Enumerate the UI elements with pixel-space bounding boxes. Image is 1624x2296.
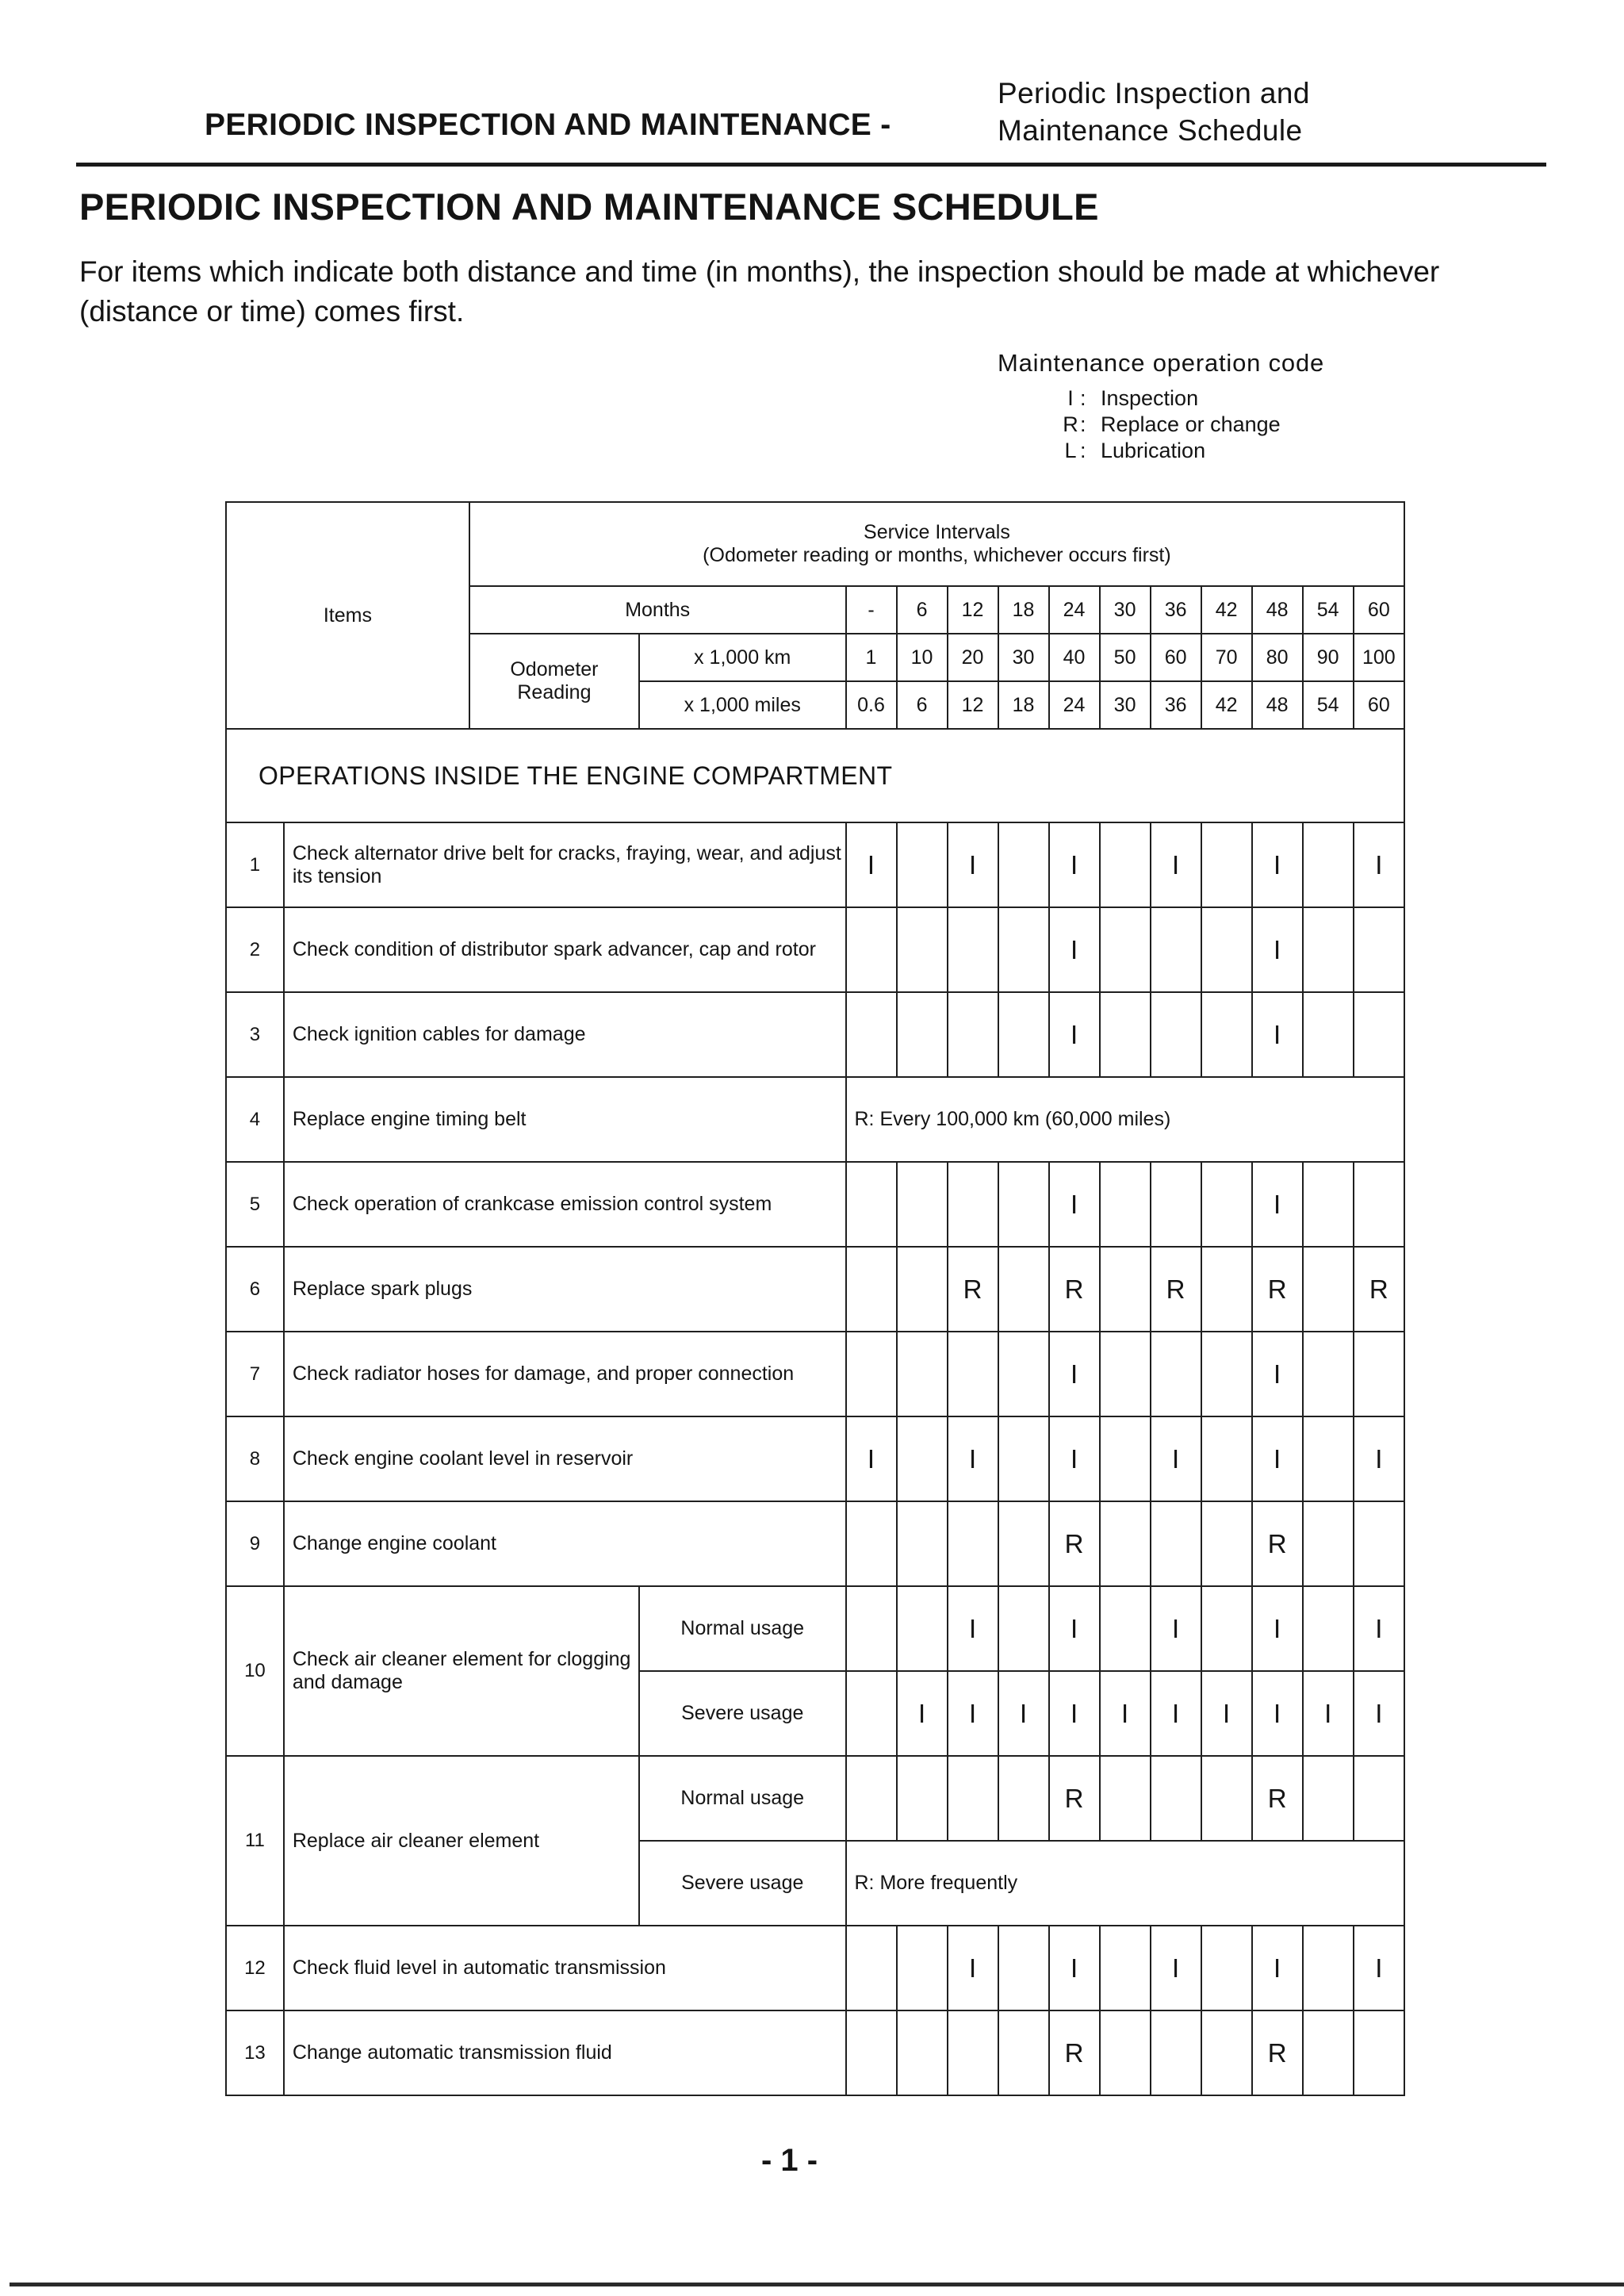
interval-mark: R: [1252, 1501, 1303, 1586]
interval-mark: I: [1049, 992, 1100, 1077]
interval-mark: [1354, 1162, 1404, 1247]
interval-mark: [1354, 1501, 1404, 1586]
interval-mark: [1151, 1332, 1201, 1416]
legend-title: Maintenance operation code: [998, 349, 1325, 377]
interval-month: 48: [1252, 586, 1303, 634]
interval-mark: [846, 1926, 897, 2010]
item-description: Check operation of crankcase emission control system: [284, 1162, 846, 1247]
interval-mark: R: [1049, 1756, 1100, 1841]
legend-row-lubrication: [998, 438, 1324, 464]
odometer-label-line-1: Odometer: [510, 658, 599, 680]
interval-mark: R: [1252, 2010, 1303, 2095]
interval-mark: [897, 2010, 948, 2095]
interval-mark: [1201, 1162, 1252, 1247]
interval-mark: [1303, 1332, 1354, 1416]
legend-meaning: Lubrication: [1101, 439, 1206, 462]
interval-km: 1: [846, 634, 897, 681]
legend-row-replace: [998, 412, 1324, 438]
interval-mark: [948, 2010, 998, 2095]
interval-mark: [897, 1586, 948, 1671]
interval-mark: [846, 2010, 897, 2095]
interval-month: 60: [1354, 586, 1404, 634]
interval-mark: I: [1049, 1162, 1100, 1247]
item-number: 1: [226, 822, 284, 907]
interval-mark: I: [846, 822, 897, 907]
interval-mark: [897, 822, 948, 907]
interval-km: 50: [1100, 634, 1151, 681]
interval-mark: [1100, 1926, 1151, 2010]
interval-mark: [1151, 1756, 1201, 1841]
interval-mark: R: [1151, 1247, 1201, 1332]
item-number: 13: [226, 2010, 284, 2095]
legend-row-inspection: [998, 385, 1324, 412]
operation-code-legend: [998, 349, 1324, 464]
interval-mark: [998, 822, 1049, 907]
interval-mark: I: [1049, 1416, 1100, 1501]
interval-km: 70: [1201, 634, 1252, 681]
interval-mark: I: [948, 1416, 998, 1501]
interval-mark: I: [1049, 1671, 1100, 1756]
interval-mark: I: [1303, 1671, 1354, 1756]
interval-mark: R: [1049, 1247, 1100, 1332]
interval-mark: [1201, 2010, 1252, 2095]
interval-mark: [1100, 1416, 1151, 1501]
interval-mark: I: [1252, 907, 1303, 992]
interval-mark: I: [1252, 1332, 1303, 1416]
interval-month: 6: [897, 586, 948, 634]
interval-mark: I: [1252, 1671, 1303, 1756]
interval-mark: [948, 1162, 998, 1247]
interval-km: 20: [948, 634, 998, 681]
interval-mark: [1151, 907, 1201, 992]
interval-mark: [1201, 992, 1252, 1077]
interval-mark: [897, 1756, 948, 1841]
interval-month: 12: [948, 586, 998, 634]
miles-label: x 1,000 miles: [639, 681, 846, 729]
interval-mark: [1303, 2010, 1354, 2095]
interval-mark: [1151, 1162, 1201, 1247]
interval-month: 18: [998, 586, 1049, 634]
item-description: Check engine coolant level in reservoir: [284, 1416, 846, 1501]
item-number: 9: [226, 1501, 284, 1586]
table-row: [226, 1416, 1404, 1501]
interval-mark: [948, 907, 998, 992]
interval-mark: [1303, 1926, 1354, 2010]
table-row: [226, 1756, 1404, 1841]
interval-mark: R: [948, 1247, 998, 1332]
interval-mark: [1354, 1332, 1404, 1416]
interval-km: 10: [897, 634, 948, 681]
table-row: [226, 1162, 1404, 1247]
interval-mark: [846, 1162, 897, 1247]
interval-mark: [846, 1586, 897, 1671]
interval-mark: I: [1151, 1416, 1201, 1501]
interval-mark: I: [1201, 1671, 1252, 1756]
item-description: Check condition of distributor spark advancer, cap and rotor: [284, 907, 846, 992]
interval-mark: R: [1252, 1247, 1303, 1332]
interval-mark: [846, 1247, 897, 1332]
interval-mark: [1303, 1247, 1354, 1332]
interval-mark: [998, 1247, 1049, 1332]
interval-mark: [846, 1501, 897, 1586]
item-number: 4: [226, 1077, 284, 1162]
interval-km: 60: [1151, 634, 1201, 681]
interval-mark: [897, 992, 948, 1077]
interval-mark: I: [1354, 1416, 1404, 1501]
interval-mark: [1100, 1332, 1151, 1416]
table-row: [226, 1247, 1404, 1332]
interval-mark: [998, 1756, 1049, 1841]
interval-mark: [998, 1501, 1049, 1586]
interval-mark: [998, 1586, 1049, 1671]
interval-mark: I: [1252, 1926, 1303, 2010]
item-number: 7: [226, 1332, 284, 1416]
interval-mark: I: [1049, 1586, 1100, 1671]
item-description: Check fluid level in automatic transmission: [284, 1926, 846, 2010]
interval-mark: I: [948, 1586, 998, 1671]
interval-mark: I: [1354, 1926, 1404, 2010]
interval-mark: [998, 907, 1049, 992]
item-number: 12: [226, 1926, 284, 2010]
interval-mark: [1100, 2010, 1151, 2095]
interval-month: 36: [1151, 586, 1201, 634]
interval-mark: [1100, 992, 1151, 1077]
interval-mark: [1201, 1756, 1252, 1841]
table-row: [226, 1926, 1404, 2010]
table-row: [226, 822, 1404, 907]
legend-code: R: [1063, 412, 1078, 436]
interval-km: 90: [1303, 634, 1354, 681]
item-description: Change automatic transmission fluid: [284, 2010, 846, 2095]
interval-month: 30: [1100, 586, 1151, 634]
interval-miles: 30: [1100, 681, 1151, 729]
interval-miles: 18: [998, 681, 1049, 729]
interval-month: 54: [1303, 586, 1354, 634]
interval-mark: [1100, 1501, 1151, 1586]
interval-miles: 42: [1201, 681, 1252, 729]
interval-miles: 60: [1354, 681, 1404, 729]
interval-mark: I: [1252, 1416, 1303, 1501]
interval-km: 80: [1252, 634, 1303, 681]
interval-mark: [1100, 907, 1151, 992]
interval-mark: I: [846, 1416, 897, 1501]
interval-km: 100: [1354, 634, 1404, 681]
interval-mark: R: [1049, 1501, 1100, 1586]
interval-mark: I: [948, 1671, 998, 1756]
legend-meaning: Inspection: [1101, 386, 1199, 410]
interval-mark: [897, 1416, 948, 1501]
table-row: [226, 907, 1404, 992]
item-number: 3: [226, 992, 284, 1077]
interval-mark: I: [998, 1671, 1049, 1756]
interval-mark: [1201, 1501, 1252, 1586]
interval-mark: I: [897, 1671, 948, 1756]
header-rule: [76, 163, 1546, 167]
interval-mark: [1201, 1247, 1252, 1332]
interval-mark: I: [1049, 1332, 1100, 1416]
interval-mark: I: [948, 1926, 998, 2010]
interval-mark: [1201, 1332, 1252, 1416]
legend-separator: :: [1080, 386, 1086, 410]
interval-mark: [1201, 1586, 1252, 1671]
interval-mark: [998, 1926, 1049, 2010]
usage-label: Severe usage: [639, 1671, 846, 1756]
interval-mark: [1303, 907, 1354, 992]
table-row: [226, 1077, 1404, 1162]
interval-mark: I: [1354, 822, 1404, 907]
interval-mark: [948, 1501, 998, 1586]
interval-mark: [1354, 907, 1404, 992]
header-section: [998, 75, 1310, 149]
interval-mark: [1354, 1756, 1404, 1841]
interval-miles: 0.6: [846, 681, 897, 729]
legend-code: L: [1064, 439, 1077, 462]
interval-month: -: [846, 586, 897, 634]
months-label: Months: [469, 586, 846, 634]
interval-mark: [846, 1756, 897, 1841]
interval-mark: [1100, 1586, 1151, 1671]
interval-mark: I: [1049, 1926, 1100, 2010]
header-chapter: PERIODIC INSPECTION AND MAINTENANCE -: [205, 108, 891, 142]
interval-mark: [1303, 992, 1354, 1077]
page-title: PERIODIC INSPECTION AND MAINTENANCE SCHEDULE: [79, 186, 1099, 228]
usage-label: Normal usage: [639, 1756, 846, 1841]
interval-mark: [1100, 1162, 1151, 1247]
interval-mark: [1151, 2010, 1201, 2095]
service-intervals-header: [469, 502, 1404, 586]
interval-miles: 24: [1049, 681, 1100, 729]
interval-mark: [1151, 992, 1201, 1077]
interval-mark: [846, 1332, 897, 1416]
items-header: Items: [226, 502, 469, 729]
item-number: 10: [226, 1586, 284, 1756]
interval-mark: [846, 992, 897, 1077]
interval-miles: 36: [1151, 681, 1201, 729]
item-description: Check alternator drive belt for cracks, fraying, wear, and adjust its tension: [284, 822, 846, 907]
item-description: Replace engine timing belt: [284, 1077, 846, 1162]
legend-meaning: Replace or change: [1101, 412, 1281, 436]
interval-mark: [998, 1162, 1049, 1247]
interval-mark: [948, 1756, 998, 1841]
item-number: 11: [226, 1756, 284, 1926]
table-row: [226, 1586, 1404, 1671]
interval-mark: [897, 1501, 948, 1586]
service-intervals-title: Service Intervals: [864, 521, 1010, 543]
item-number: 5: [226, 1162, 284, 1247]
interval-mark: I: [1252, 1586, 1303, 1671]
usage-label: Normal usage: [639, 1586, 846, 1671]
usage-label: Severe usage: [639, 1841, 846, 1926]
interval-mark: I: [1151, 1926, 1201, 2010]
interval-mark: [998, 1416, 1049, 1501]
legend-code: I: [1067, 386, 1074, 410]
interval-mark: R: [1354, 1247, 1404, 1332]
interval-note: R: Every 100,000 km (60,000 miles): [846, 1077, 1405, 1162]
interval-mark: [1201, 822, 1252, 907]
interval-mark: [1100, 1247, 1151, 1332]
interval-mark: [1303, 822, 1354, 907]
interval-month: 24: [1049, 586, 1100, 634]
interval-mark: I: [1049, 822, 1100, 907]
interval-mark: [897, 1162, 948, 1247]
table-row: [226, 1332, 1404, 1416]
interval-mark: I: [1354, 1586, 1404, 1671]
interval-mark: [897, 1332, 948, 1416]
interval-mark: R: [1252, 1756, 1303, 1841]
interval-km: 30: [998, 634, 1049, 681]
item-number: 8: [226, 1416, 284, 1501]
interval-km: 40: [1049, 634, 1100, 681]
interval-mark: [1151, 1501, 1201, 1586]
interval-mark: [1100, 1756, 1151, 1841]
interval-mark: I: [1049, 907, 1100, 992]
maintenance-schedule-table: [225, 501, 1405, 2096]
item-number: 6: [226, 1247, 284, 1332]
interval-miles: 48: [1252, 681, 1303, 729]
header-section-line-1: Periodic Inspection and: [998, 77, 1310, 109]
interval-mark: [948, 992, 998, 1077]
header-row-service-intervals: [226, 502, 1404, 586]
interval-mark: [897, 907, 948, 992]
interval-mark: [1100, 822, 1151, 907]
header-section-line-2: Maintenance Schedule: [998, 114, 1303, 147]
service-intervals-subtitle: (Odometer reading or months, whichever occurs first): [703, 544, 1171, 566]
legend-separator: :: [1080, 439, 1086, 462]
interval-miles: 54: [1303, 681, 1354, 729]
interval-mark: [1354, 2010, 1404, 2095]
item-number: 2: [226, 907, 284, 992]
interval-mark: [1201, 1926, 1252, 2010]
interval-mark: [1354, 992, 1404, 1077]
interval-mark: [1303, 1162, 1354, 1247]
intro-paragraph: For items which indicate both distance and time (in months), the inspection should be made at whichever (distance or time) comes first.: [79, 255, 1440, 328]
interval-mark: [1303, 1586, 1354, 1671]
odometer-label-line-2: Reading: [517, 681, 592, 703]
interval-mark: R: [1049, 2010, 1100, 2095]
interval-mark: [846, 907, 897, 992]
interval-mark: I: [1252, 992, 1303, 1077]
interval-mark: I: [1151, 1671, 1201, 1756]
section-row: [226, 729, 1404, 822]
interval-mark: I: [1151, 822, 1201, 907]
interval-mark: [897, 1247, 948, 1332]
interval-mark: I: [1100, 1671, 1151, 1756]
interval-month: 42: [1201, 586, 1252, 634]
page-number: - 1 -: [761, 2143, 818, 2178]
legend-separator: :: [1080, 412, 1086, 436]
interval-mark: [897, 1926, 948, 2010]
item-description: Change engine coolant: [284, 1501, 846, 1586]
item-description: Replace spark plugs: [284, 1247, 846, 1332]
item-description: Replace air cleaner element: [284, 1756, 639, 1926]
interval-mark: I: [1252, 822, 1303, 907]
interval-mark: I: [1252, 1162, 1303, 1247]
section-title: OPERATIONS INSIDE THE ENGINE COMPARTMENT: [226, 729, 1404, 822]
interval-mark: [998, 992, 1049, 1077]
item-description: Check air cleaner element for clogging and damage: [284, 1586, 639, 1756]
interval-mark: [948, 1332, 998, 1416]
item-description: Check ignition cables for damage: [284, 992, 846, 1077]
interval-mark: I: [1354, 1671, 1404, 1756]
table-row: [226, 992, 1404, 1077]
interval-mark: [1201, 1416, 1252, 1501]
interval-mark: I: [948, 822, 998, 907]
interval-mark: [1303, 1756, 1354, 1841]
interval-mark: [846, 1671, 897, 1756]
interval-mark: [1201, 907, 1252, 992]
table-row: [226, 2010, 1404, 2095]
interval-mark: I: [1151, 1586, 1201, 1671]
km-label: x 1,000 km: [639, 634, 846, 681]
interval-mark: [1303, 1416, 1354, 1501]
interval-note: R: More frequently: [846, 1841, 1405, 1926]
odometer-label: [469, 634, 639, 729]
interval-mark: [1303, 1501, 1354, 1586]
interval-mark: [998, 1332, 1049, 1416]
interval-miles: 6: [897, 681, 948, 729]
item-description: Check radiator hoses for damage, and proper connection: [284, 1332, 846, 1416]
interval-miles: 12: [948, 681, 998, 729]
table-row: [226, 1501, 1404, 1586]
footer-rule: [10, 2283, 1624, 2286]
interval-mark: [998, 2010, 1049, 2095]
